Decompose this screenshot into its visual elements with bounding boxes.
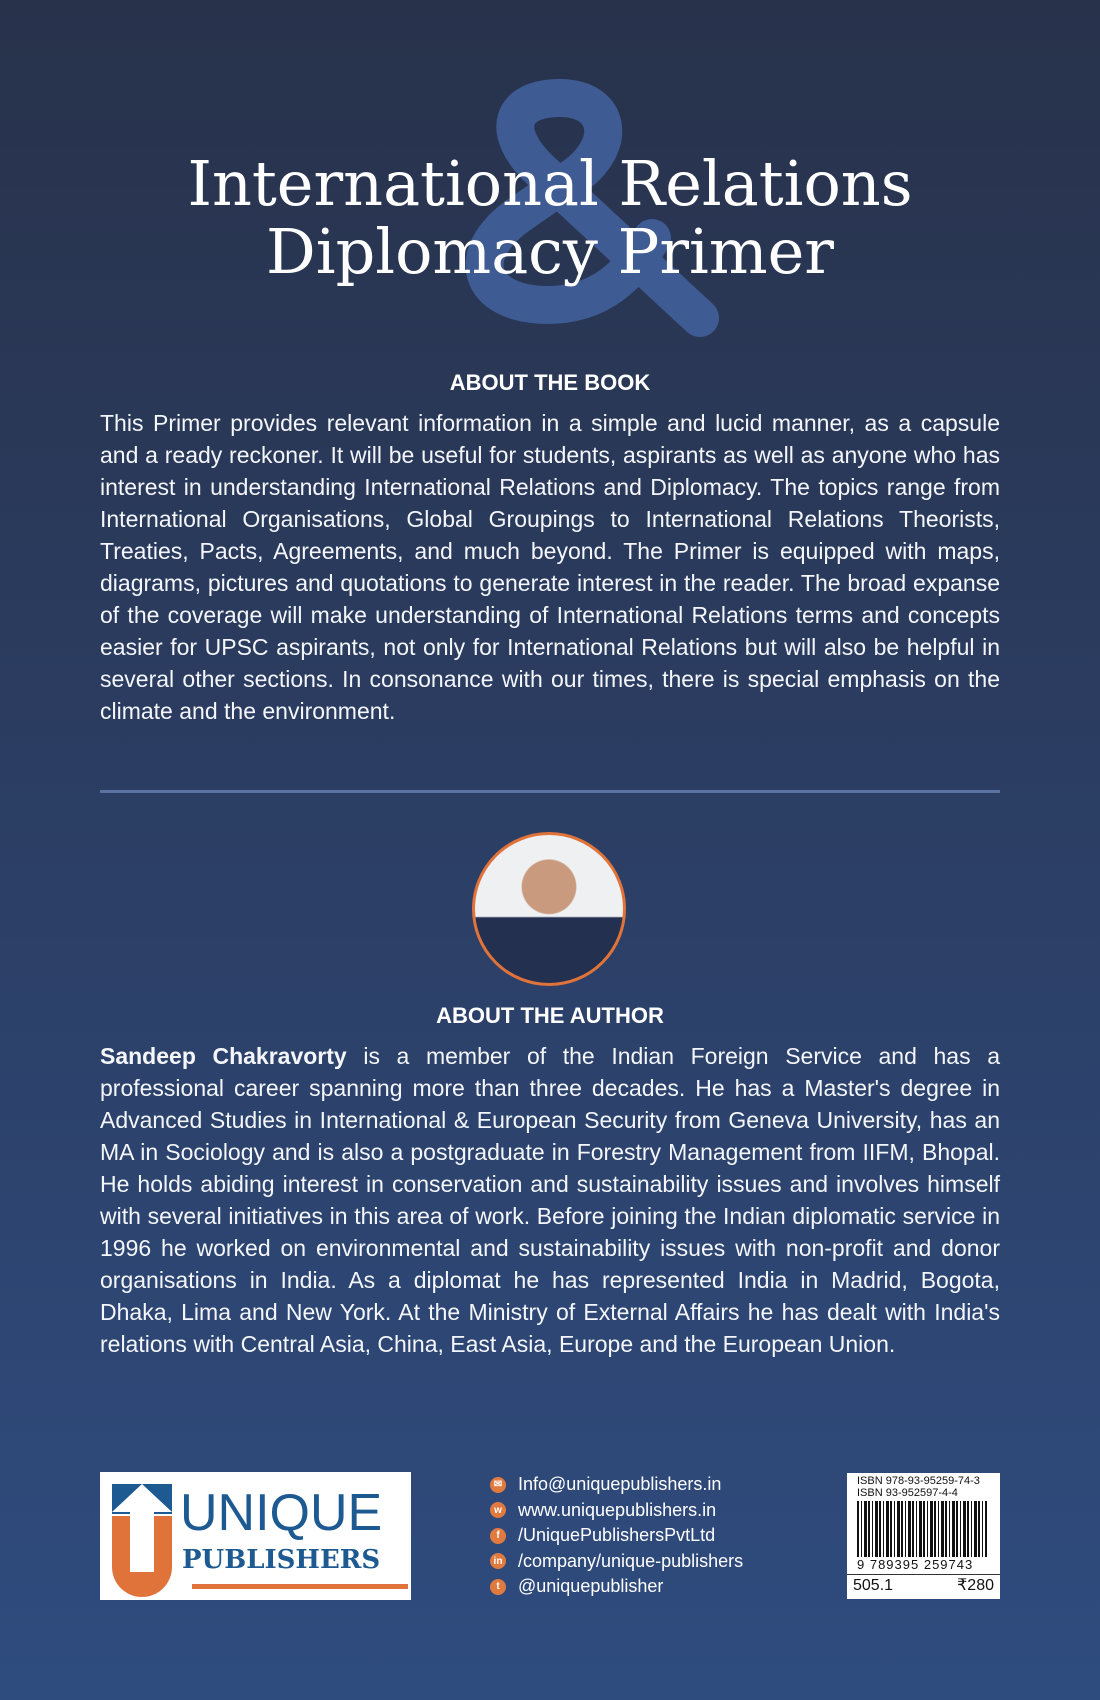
isbn-barcode-box (847, 1473, 1000, 1599)
mail-icon: ✉ (490, 1477, 506, 1493)
about-author-heading: ABOUT THE AUTHOR (436, 1003, 664, 1028)
about-book-heading: ABOUT THE BOOK (449, 370, 651, 395)
author-bio: is a member of the Indian Foreign Service and has a professional career spanning more than three decades. He has a Master's degree in Advanced Studies in International & European Security from Geneva University, has an MA in Sociology and is also a postgraduate in Forestry Management from IIFM, Bhopal. He holds abiding interest in conservation and sustainability issues and involves himself with several initiatives in this area of work. Before joining the Indian diplomatic service in 1996 he worked on environmental and sustainability issues with non-profit and donor organisations in India. As a diplomat he has represented India in Madrid, Bogota, Dhaka, Lima and New York. At the Ministry of External Affairs he has dealt with India's relations with Central Asia, China, East Asia, Europe and the European Union. (100, 1043, 1001, 1357)
about-book-text: This Primer provides relevant information in a simple and lucid manner, as a capsule and a ready reckoner. It will be useful for students, aspirants as well as anyone who has interest in understanding International Relations and Diplomacy. The topics range from International Organisations, Global Groupings to International Relations Theorists, Treaties, Pacts, Agreements, and much beyond. The Primer is equipped with maps, diagrams, pictures and quotations to generate interest in the reader. The broad expanse of the coverage will make understanding of International Relations terms and concepts easier for UPSC aspirants, not only for International Relations but will also be helpful in several other sections. In consonance with our times, there is special emphasis on the climate and the environment. (100, 410, 1000, 724)
linkedin-icon: in (490, 1553, 506, 1569)
price: ₹280 (957, 1577, 994, 1594)
svg-text:UNIQUE: UNIQUE (180, 1484, 383, 1542)
contact-linkedin[interactable]: in /company/unique-publishers (490, 1549, 743, 1575)
isbn-10: ISBN 93-952597-4-4 (857, 1487, 958, 1499)
svg-text:PUBLISHERS: PUBLISHERS (182, 1545, 381, 1575)
author-name: Sandeep Chakravorty (100, 1043, 347, 1069)
about-author-text (100, 1040, 1000, 1360)
contact-twitter[interactable]: t @uniquepublisher (490, 1574, 743, 1600)
twitter-icon: t (490, 1579, 506, 1595)
barcode-digits: 9 789395 259743 (857, 1557, 974, 1572)
class-code: 505.1 (853, 1577, 894, 1594)
title-line-1: International Relations (187, 147, 913, 220)
contact-website[interactable]: w www.uniquepublishers.in (490, 1498, 743, 1524)
contact-email[interactable]: ✉ Info@uniquepublishers.in (490, 1472, 743, 1498)
divider (100, 790, 1000, 793)
contact-list (490, 1472, 743, 1600)
barcode (857, 1501, 987, 1557)
facebook-icon: f (490, 1528, 506, 1544)
web-icon: w (490, 1502, 506, 1518)
isbn-13: ISBN 978-93-95259-74-3 (857, 1475, 980, 1487)
contact-facebook[interactable]: f /UniquePublishersPvtLtd (490, 1523, 743, 1549)
author-photo (472, 832, 626, 986)
title-line-2: Diplomacy Primer (266, 215, 834, 288)
publisher-logo (100, 1472, 411, 1600)
book-title (0, 147, 1100, 288)
